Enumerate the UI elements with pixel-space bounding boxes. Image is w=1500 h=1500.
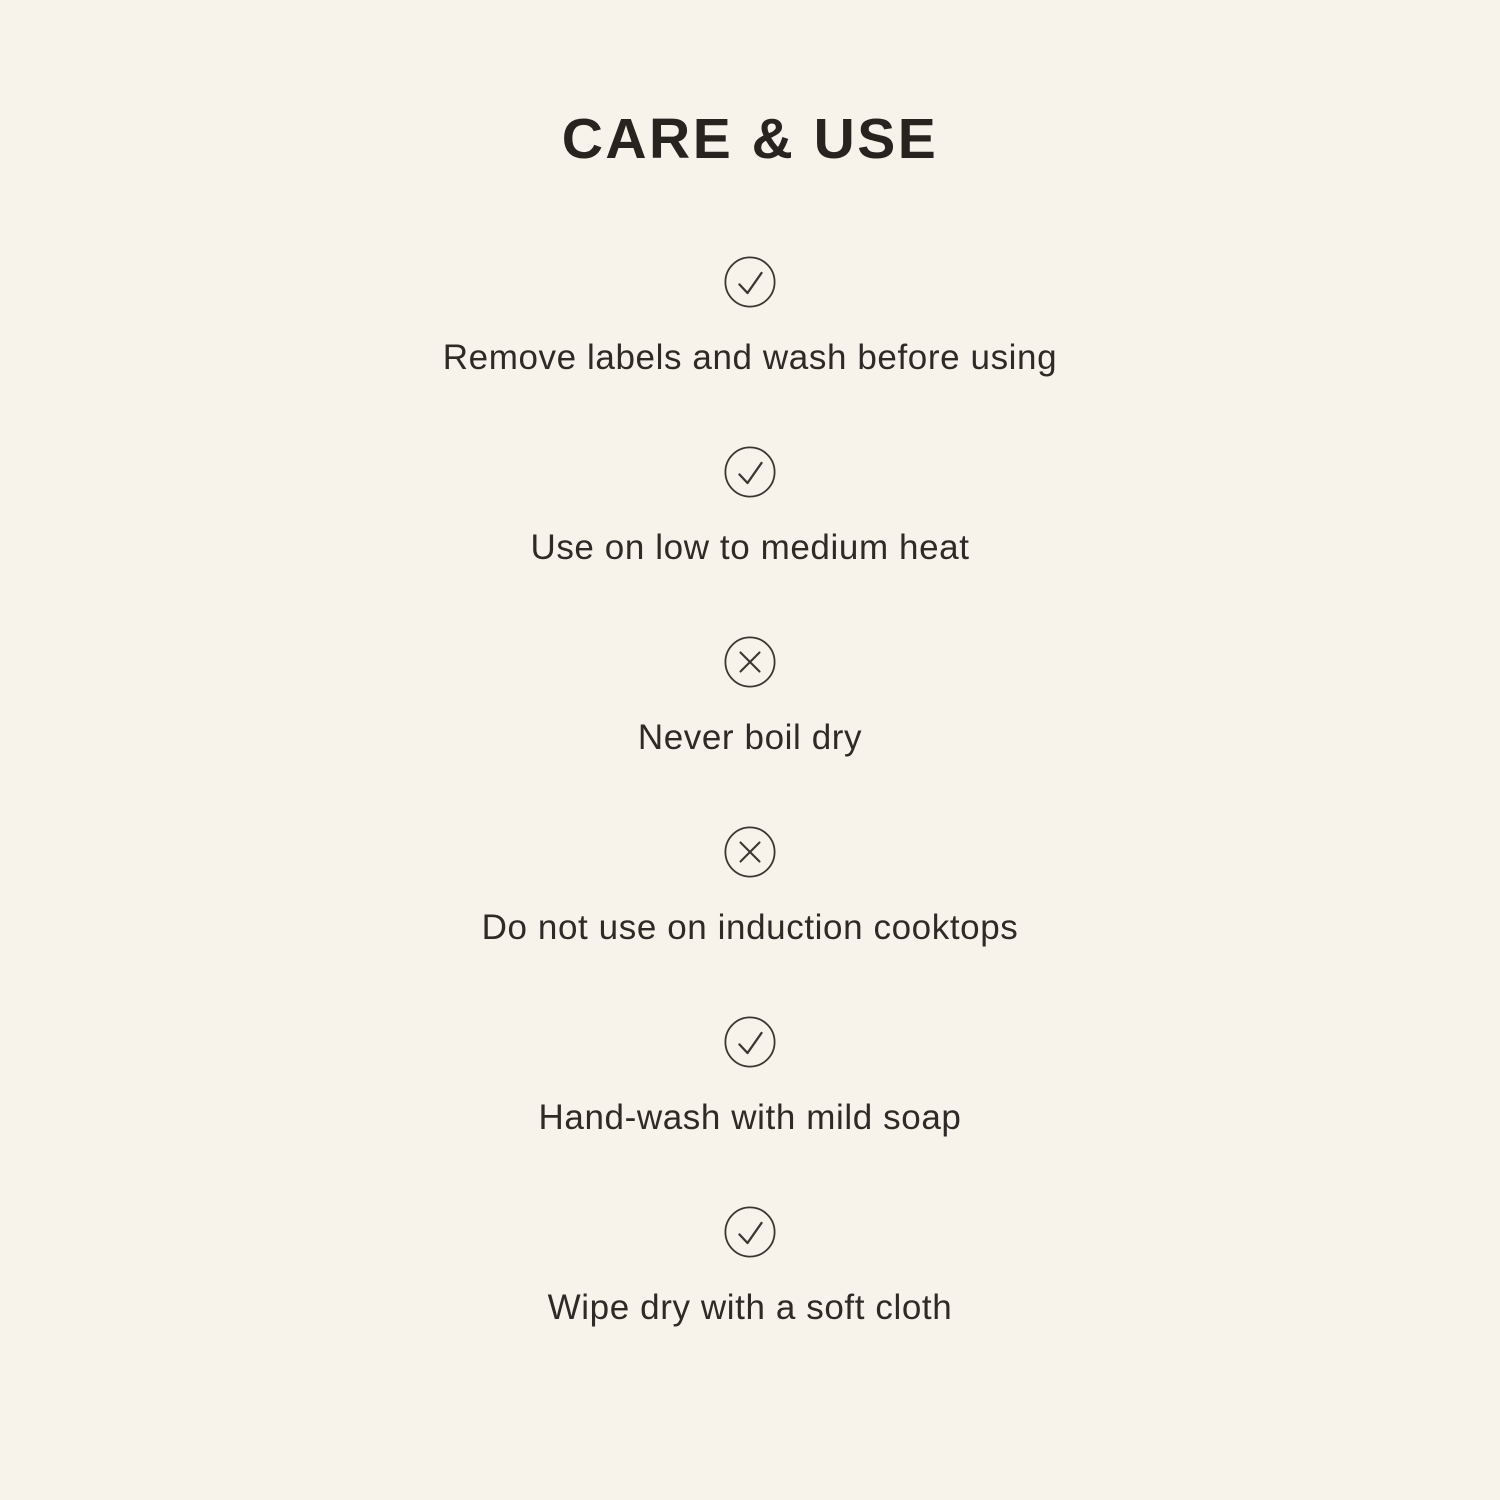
check-circle-icon [724, 1206, 776, 1258]
care-item-label: Remove labels and wash before using [442, 338, 1058, 377]
x-circle-icon [724, 826, 776, 878]
care-item [548, 1206, 953, 1330]
care-item [539, 1016, 962, 1140]
care-item-label: Use on low to medium heat [530, 528, 970, 567]
check-circle-icon [724, 256, 776, 308]
care-item-label: Do not use on induction cooktops [481, 908, 1019, 947]
care-item [530, 446, 969, 570]
care-item [638, 636, 862, 760]
care-item-label: Wipe dry with a soft cloth [547, 1288, 953, 1327]
care-item-label: Never boil dry [637, 718, 863, 757]
check-circle-icon [724, 446, 776, 498]
care-list [443, 256, 1057, 1396]
care-item-label: Hand-wash with mild soap [538, 1098, 962, 1137]
care-item [482, 826, 1019, 950]
page-title: CARE & USE [561, 107, 939, 171]
check-circle-icon [724, 1016, 776, 1068]
care-item [443, 256, 1057, 380]
x-circle-icon [724, 636, 776, 688]
